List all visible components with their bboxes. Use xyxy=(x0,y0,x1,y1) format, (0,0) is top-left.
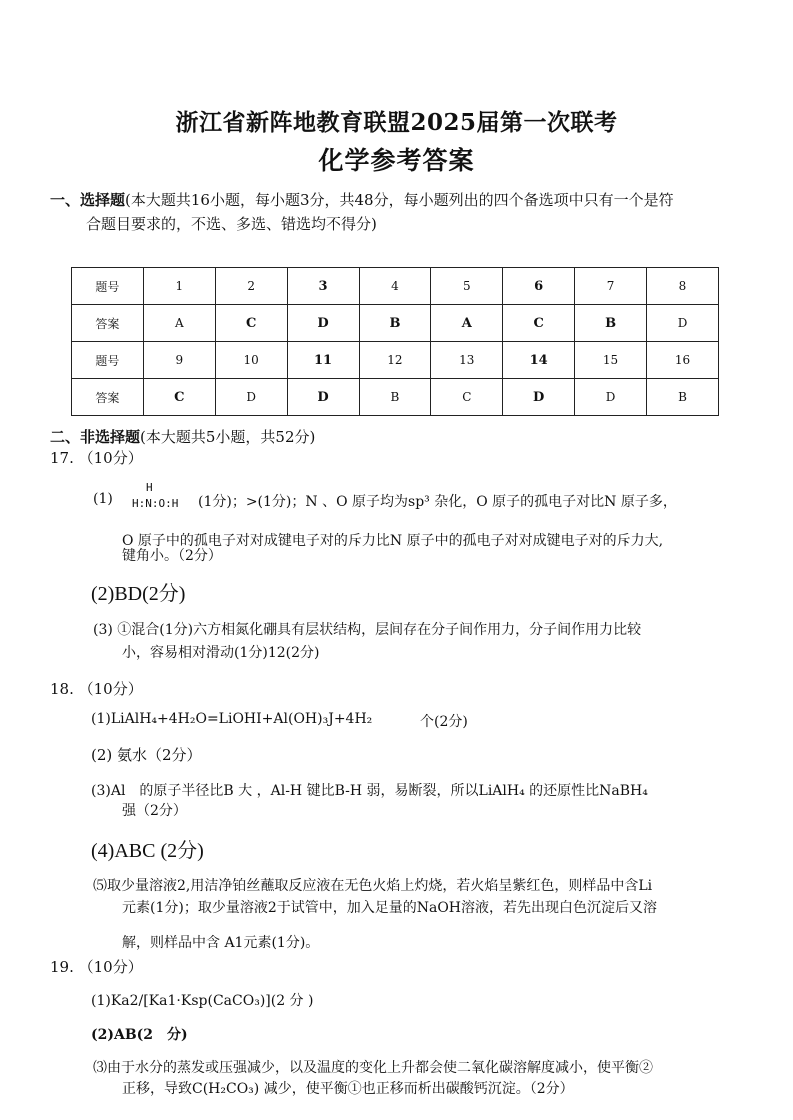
table-row xyxy=(72,268,719,305)
q19-p3-line1: ⑶由于水分的蒸发或压强减少，以及温度的变化上升都会使二氧化碳溶解度减小，使平衡② xyxy=(93,1060,653,1076)
table-cell: C xyxy=(143,379,215,416)
q17-p3-line1: (3) ①混合(1分)六方相氮化硼具有层状结构，层间存在分子间作用力，分子间作用力比较 xyxy=(93,622,642,638)
table-cell: 1 xyxy=(143,268,215,305)
q18-p5-line2: 元素(1分)；取少量溶液2于试管中，加入足量的NaOH溶液，若先出现白色沉淀后又溶 xyxy=(122,900,658,916)
q18-p5-line3: 解，则样品中含 A1元素(1分)。 xyxy=(122,935,320,951)
section1-desc2: 合题目要求的，不选、多选、错选均不得分) xyxy=(86,215,377,233)
table-row xyxy=(72,305,719,342)
section2-intro xyxy=(50,426,315,447)
section1-heading: 一、选择题 xyxy=(50,191,126,209)
table-cell: 7 xyxy=(575,268,647,305)
table-cell: B xyxy=(359,379,431,416)
q17-p1-number: (1) xyxy=(93,491,113,507)
table-cell: 8 xyxy=(647,268,719,305)
table-cell-label: 题号 xyxy=(72,268,144,305)
lewis-row: H:N:O:H xyxy=(132,497,179,510)
table-cell: 13 xyxy=(431,342,503,379)
q17-p3-line2: 小，容易相对滑动(1分)12(2分) xyxy=(122,645,320,661)
q18-p3-line1: (3)Al 的原子半径比B 大 ，Al-H 键比B-H 弱，易断裂，所以LiAlH₄ 的还原性比NaBH₄ xyxy=(91,783,648,799)
q19-p1: (1)Ka2/[Ka1·Ksp(CaCO₃)](2 分 ) xyxy=(91,993,314,1009)
q18-header: 18. （10分） xyxy=(50,680,143,698)
section2-desc: (本大题共5小题，共52分) xyxy=(140,428,316,446)
table-cell: A xyxy=(143,305,215,342)
table-cell: C xyxy=(503,305,575,342)
table-cell: 2 xyxy=(215,268,287,305)
table-cell: C xyxy=(431,379,503,416)
table-cell: D xyxy=(215,379,287,416)
table-cell: 15 xyxy=(575,342,647,379)
table-cell-label: 答案 xyxy=(72,379,144,416)
table-row xyxy=(72,379,719,416)
table-cell: B xyxy=(647,379,719,416)
q18-p4: (4)ABC (2分) xyxy=(91,840,204,862)
table-row xyxy=(72,342,719,379)
table-cell: 16 xyxy=(647,342,719,379)
lewis-structure xyxy=(130,481,190,515)
q17-p1-line3: 键角小。（2分） xyxy=(122,548,222,564)
q19-p3-line2: 正移，导致C(H₂CO₃) 减少，使平衡①也正移而析出碳酸钙沉淀。（2分） xyxy=(122,1081,574,1097)
q17-header: 17. （10分） xyxy=(50,449,143,467)
table-cell: 11 xyxy=(287,342,359,379)
table-cell: 5 xyxy=(431,268,503,305)
page-title: 浙江省新阵地教育联盟2025届第一次联考 xyxy=(175,109,618,136)
q17-p1-text: (1分)；>(1分)；N 、O 原子均为sp³ 杂化，O 原子的孤电子对比N 原子多， xyxy=(198,494,677,510)
section1-desc1: (本大题共16小题，每小题3分，共48分，每小题列出的四个备选项中只有一个是符 xyxy=(125,191,674,209)
answer-table xyxy=(71,267,719,416)
page-subtitle: 化学参考答案 xyxy=(318,146,475,175)
table-cell: 6 xyxy=(503,268,575,305)
table-cell: 12 xyxy=(359,342,431,379)
section1-intro xyxy=(50,189,674,210)
section2-heading: 二、非选择题 xyxy=(50,428,141,446)
table-cell: 14 xyxy=(503,342,575,379)
table-cell: D xyxy=(287,379,359,416)
table-cell: C xyxy=(215,305,287,342)
q18-p5-line1: ⑸取少量溶液2,用洁净铂丝蘸取反应液在无色火焰上灼烧，若火焰呈紫红色，则样品中含Li xyxy=(93,878,653,894)
table-cell: B xyxy=(359,305,431,342)
table-cell: D xyxy=(503,379,575,416)
table-cell: B xyxy=(575,305,647,342)
q18-p1: (1)LiAlH₄+4H₂O=LiOHI+Al(OH)₃J+4H₂ xyxy=(91,711,373,727)
q17-p2: (2)BD(2分) xyxy=(91,583,186,605)
q18-p2: (2) 氨水（2分） xyxy=(91,746,202,764)
q18-p1-tail: 个(2分) xyxy=(420,714,468,730)
table-cell: 4 xyxy=(359,268,431,305)
table-cell: D xyxy=(287,305,359,342)
table-cell: 3 xyxy=(287,268,359,305)
table-cell: A xyxy=(431,305,503,342)
table-cell: 9 xyxy=(143,342,215,379)
q18-p3-line2: 强（2分） xyxy=(122,803,187,819)
table-cell: 10 xyxy=(215,342,287,379)
q19-p2: (2)AB(2 分) xyxy=(91,1027,188,1043)
q19-header: 19. （10分） xyxy=(50,958,143,976)
lewis-top-h: H xyxy=(146,481,153,494)
table-cell: D xyxy=(575,379,647,416)
table-cell-label: 题号 xyxy=(72,342,144,379)
table-cell-label: 答案 xyxy=(72,305,144,342)
q17-p1-line2: O 原子中的孤电子对对成键电子对的斥力比N 原子中的孤电子对对成键电子对的斥力大, xyxy=(122,533,664,549)
table-cell: D xyxy=(647,305,719,342)
